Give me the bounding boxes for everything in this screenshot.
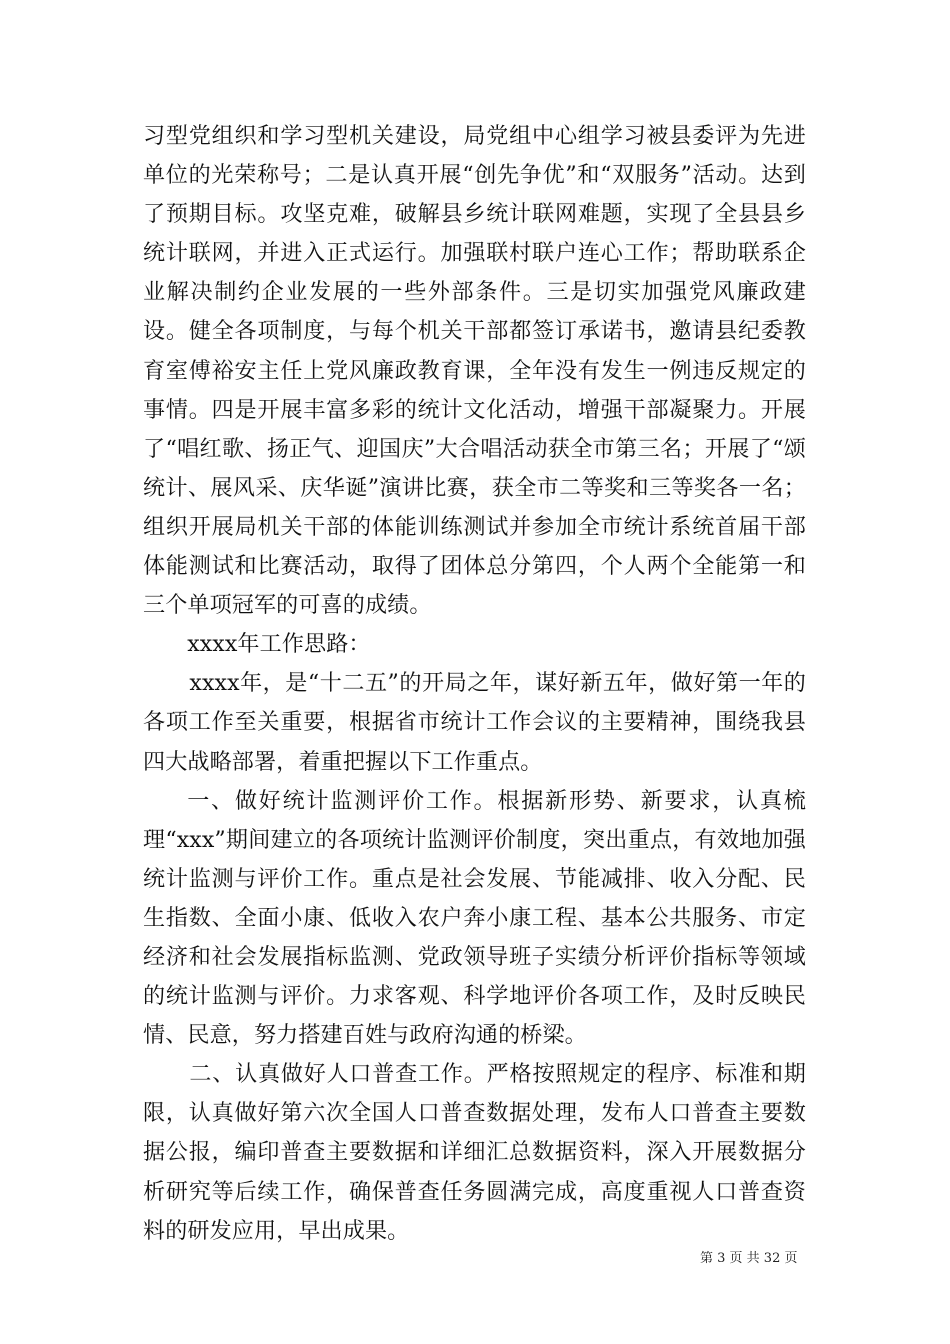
paragraph-section-two: 二、认真做好人口普查工作。严格按照规定的程序、标准和期限，认真做好第六次全国人口普查数据处理，发布人口普查主要数据公报，编印普查主要数据和详细汇总数据资料，深入开展数据分析研究等后续工作，确保普查任务圆满完成，高度重视人口普查资料的研发应用，早出成果。 xyxy=(143,1061,806,1244)
paragraph-continuation: 习型党组织和学习型机关建设，局党组中心组学习被县委评为先进单位的光荣称号；二是认真开展“创先争优”和“双服务”活动。达到了预期目标。攻坚克难，破解县乡统计联网难题，实现了全县县乡统计联网，并进入正式运行。加强联村联户连心工作；帮助联系企业解决制约企业发展的一些外部条件。三是切实加强党风廉政建设。健全各项制度，与每个机关干部都签订承诺书，邀请县纪委教育室傅裕安主任上党风廉政教育课，全年没有发生一例违反规定的事情。四是开展丰富多彩的统计文化活动，增强干部凝聚力。开展了“唱红歌、扬正气、迎国庆”大合唱活动获全市第三名；开展了“颂统计、展风采、庆华诞”演讲比赛，获全市二等奖和三等奖各一名；组织开展局机关干部的体能训练测试并参加全市统计系统首届干部体能测试和比赛活动，取得了团体总分第四，个人两个全能第一和三个单项冠军的可喜的成绩。 xyxy=(143,123,806,619)
document-body xyxy=(143,117,806,1251)
page-number-footer: 第 3 页 共 32 页 xyxy=(700,1251,798,1266)
paragraph-work-plan-intro: xxxx年，是“十二五”的开局之年，谋好新五年，做好第一年的各项工作至关重要，根据省市统计工作会议的主要精神，围绕我县四大战略部署，着重把握以下工作重点。 xyxy=(143,670,806,775)
paragraph-work-plan-heading: xxxx年工作思路： xyxy=(187,631,371,658)
paragraph-section-one: 一、做好统计监测评价工作。根据新形势、新要求，认真梳理“xxx”期间建立的各项统计监测评价制度，突出重点，有效地加强统计监测与评价工作。重点是社会发展、节能减排、收入分配、民生指数、全面小康、低收入农户奔小康工程、基本公共服务、市定经济和社会发展指标监测、党政领导班子实绩分析评价指标等领域的统计监测与评价。力求客观、科学地评价各项工作，及时反映民情、民意，努力搭建百姓与政府沟通的桥梁。 xyxy=(143,787,806,1049)
